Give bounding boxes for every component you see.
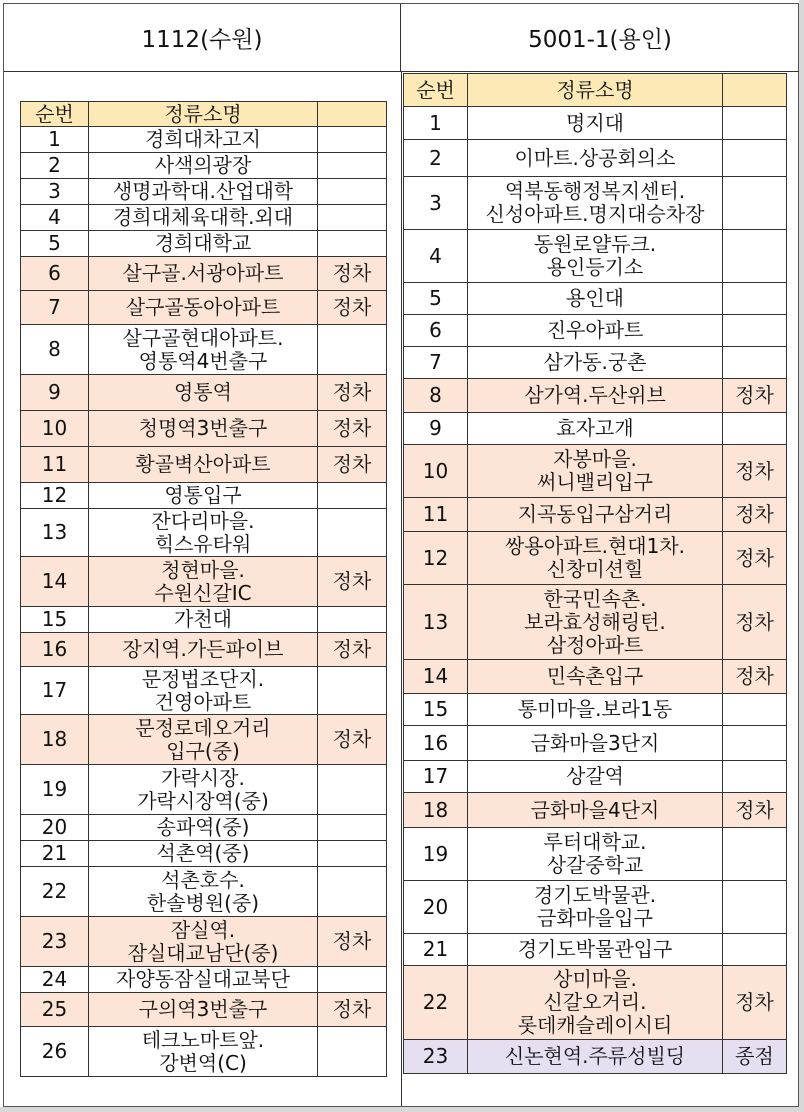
stop-name: 진우아파트 (468, 315, 723, 347)
stop-name: 석촌역(중) (89, 841, 318, 867)
stop-note: 정차 (318, 715, 387, 765)
header-note (723, 74, 787, 107)
stop-name: 금화마을4단지 (468, 793, 723, 828)
stop-number: 20 (21, 815, 89, 841)
stop-number: 3 (21, 179, 89, 205)
stop-note (318, 483, 387, 509)
stop-note (723, 726, 787, 761)
stop-number: 7 (404, 347, 468, 379)
stop-number: 18 (404, 793, 468, 828)
table-row (21, 841, 387, 867)
stop-name: 용인대 (468, 283, 723, 315)
stop-name: 효자고개 (468, 413, 723, 445)
stop-number: 19 (21, 765, 89, 815)
table-row (404, 347, 787, 379)
stop-number: 22 (21, 867, 89, 917)
stop-note: 정차 (723, 966, 787, 1040)
table-row (21, 483, 387, 509)
stop-number: 8 (21, 325, 89, 375)
stop-note (318, 325, 387, 375)
header-stop-name: 정류소명 (468, 74, 723, 107)
table-row (404, 283, 787, 315)
stop-note: 정차 (723, 379, 787, 413)
table-row (404, 177, 787, 230)
table-row (21, 411, 387, 447)
page-shadow-bottom (0, 1107, 804, 1112)
stop-name: 영통역 (89, 375, 318, 411)
stop-note (723, 934, 787, 966)
table-row (404, 726, 787, 761)
stop-note (723, 761, 787, 793)
stop-number: 23 (404, 1040, 468, 1074)
stop-note (318, 153, 387, 179)
stop-note: 정차 (723, 660, 787, 694)
stop-number: 20 (404, 881, 468, 934)
stop-table-left (20, 101, 387, 1077)
table-row (404, 761, 787, 793)
stop-name: 살구골현대아파트. 영통역4번출구 (89, 325, 318, 375)
stop-number: 10 (404, 445, 468, 498)
stop-number: 21 (21, 841, 89, 867)
stop-name: 구의역3번출구 (89, 993, 318, 1027)
table-row (404, 585, 787, 660)
stop-name: 민속촌입구 (468, 660, 723, 694)
stop-note (318, 179, 387, 205)
stop-number: 4 (21, 205, 89, 231)
stop-name: 잠실역. 잠실대교남단(중) (89, 917, 318, 967)
stop-number: 10 (21, 411, 89, 447)
stop-name: 자양동잠실대교북단 (89, 967, 318, 993)
stop-number: 25 (21, 993, 89, 1027)
stop-number: 1 (404, 107, 468, 140)
table-row (404, 828, 787, 881)
stop-name: 상갈역 (468, 761, 723, 793)
stop-name: 문정법조단지. 건영아파트 (89, 667, 318, 715)
stop-name: 경기도박물관입구 (468, 934, 723, 966)
stop-number: 13 (21, 509, 89, 557)
stop-note (318, 127, 387, 153)
stop-note (723, 347, 787, 379)
stop-name: 테크노마트앞. 강변역(C) (89, 1027, 318, 1077)
stop-note (723, 828, 787, 881)
header-no: 순번 (404, 74, 468, 107)
table-row (404, 498, 787, 532)
stop-note (318, 509, 387, 557)
table-row (21, 447, 387, 483)
stop-name: 통미마을.보라1동 (468, 694, 723, 726)
stop-number: 12 (21, 483, 89, 509)
table-row (21, 509, 387, 557)
table-row (21, 179, 387, 205)
stop-number: 3 (404, 177, 468, 230)
stop-note (318, 667, 387, 715)
table-row (404, 107, 787, 140)
table-row (21, 153, 387, 179)
stop-note: 정차 (723, 498, 787, 532)
stop-number: 5 (404, 283, 468, 315)
stop-name: 경희대체육대학.외대 (89, 205, 318, 231)
table-row (404, 230, 787, 283)
stop-note (723, 315, 787, 347)
stop-name: 가천대 (89, 607, 318, 633)
stop-number: 11 (404, 498, 468, 532)
stop-name: 잔다리마을. 힉스유타워 (89, 509, 318, 557)
stop-number: 2 (404, 140, 468, 177)
stop-note (318, 607, 387, 633)
stop-name: 경희대학교 (89, 231, 318, 257)
stop-note: 정차 (723, 445, 787, 498)
stop-name: 삼가동.궁촌 (468, 347, 723, 379)
stop-number: 9 (404, 413, 468, 445)
stop-name: 황골벽산아파트 (89, 447, 318, 483)
stop-name: 지곡동입구삼거리 (468, 498, 723, 532)
stop-note (723, 230, 787, 283)
table-row (21, 867, 387, 917)
table-row (21, 607, 387, 633)
stop-note: 정차 (318, 257, 387, 291)
header-no: 순번 (21, 102, 89, 127)
table-row (21, 557, 387, 607)
stop-note: 정차 (318, 411, 387, 447)
stop-name: 명지대 (468, 107, 723, 140)
table-row (21, 127, 387, 153)
stop-note (723, 177, 787, 230)
table-row (404, 445, 787, 498)
stop-note: 정차 (318, 375, 387, 411)
stop-number: 16 (21, 633, 89, 667)
table-row (21, 993, 387, 1027)
stop-number: 21 (404, 934, 468, 966)
stop-note (723, 413, 787, 445)
table-row (21, 375, 387, 411)
stop-name: 석촌호수. 한솔병원(중) (89, 867, 318, 917)
stop-name: 경기도박물관. 금화마을입구 (468, 881, 723, 934)
stop-name: 상미마을. 신갈오거리. 롯데캐슬레이시티 (468, 966, 723, 1040)
stop-name: 동원로얄듀크. 용인등기소 (468, 230, 723, 283)
table-row (21, 257, 387, 291)
stop-number: 17 (404, 761, 468, 793)
stop-number: 13 (404, 585, 468, 660)
stop-note: 정차 (318, 917, 387, 967)
route-title-left: 1112(수원) (4, 4, 401, 72)
stop-note (318, 1027, 387, 1077)
table-row (21, 815, 387, 841)
stop-number: 23 (21, 917, 89, 967)
stop-number: 22 (404, 966, 468, 1040)
stop-name: 역북동행정복지센터. 신성아파트.명지대승차장 (468, 177, 723, 230)
stop-name: 사색의광장 (89, 153, 318, 179)
stop-number: 14 (21, 557, 89, 607)
table-row (404, 934, 787, 966)
table-row (404, 1040, 787, 1074)
stop-number: 15 (21, 607, 89, 633)
table-row (404, 694, 787, 726)
stop-name: 장지역.가든파이브 (89, 633, 318, 667)
stop-name: 살구골동아아파트 (89, 291, 318, 325)
header-note (318, 102, 387, 127)
stop-name: 가락시장. 가락시장역(중) (89, 765, 318, 815)
stop-note (723, 881, 787, 934)
table-row (404, 413, 787, 445)
stop-name: 경희대차고지 (89, 127, 318, 153)
stop-note (723, 694, 787, 726)
table-row (21, 205, 387, 231)
stop-number: 2 (21, 153, 89, 179)
stop-note (723, 107, 787, 140)
table-row (404, 660, 787, 694)
table-row (21, 917, 387, 967)
stop-note: 정차 (318, 447, 387, 483)
stop-name: 삼가역.두산위브 (468, 379, 723, 413)
table-row (404, 793, 787, 828)
stop-number: 19 (404, 828, 468, 881)
stop-number: 26 (21, 1027, 89, 1077)
header-stop-name: 정류소명 (89, 102, 318, 127)
stop-name: 루터대학교. 상갈중학교 (468, 828, 723, 881)
table-row (404, 315, 787, 347)
stop-number: 17 (21, 667, 89, 715)
stop-name: 금화마을3단지 (468, 726, 723, 761)
stop-note (723, 283, 787, 315)
stop-number: 7 (21, 291, 89, 325)
stop-note (318, 967, 387, 993)
stop-number: 4 (404, 230, 468, 283)
stop-table-right (403, 73, 787, 1074)
stop-note (318, 205, 387, 231)
stop-note: 정차 (723, 793, 787, 828)
stop-note (318, 867, 387, 917)
table-row (404, 881, 787, 934)
stop-number: 6 (404, 315, 468, 347)
table-row (21, 325, 387, 375)
stop-name: 청명역3번출구 (89, 411, 318, 447)
stop-number: 12 (404, 532, 468, 585)
stop-note: 정차 (318, 633, 387, 667)
stop-number: 14 (404, 660, 468, 694)
table-row (21, 231, 387, 257)
stop-note (723, 140, 787, 177)
stop-name: 문정로데오거리 입구(중) (89, 715, 318, 765)
stop-number: 9 (21, 375, 89, 411)
stop-number: 6 (21, 257, 89, 291)
stop-name: 이마트.상공회의소 (468, 140, 723, 177)
table-row (404, 532, 787, 585)
table-row (21, 633, 387, 667)
stop-number: 1 (21, 127, 89, 153)
table-row (404, 966, 787, 1040)
route-title-right: 5001-1(용인) (401, 4, 799, 72)
stop-name: 송파역(중) (89, 815, 318, 841)
table-row (21, 1027, 387, 1077)
stop-name: 살구골.서광아파트 (89, 257, 318, 291)
stop-note: 종점 (723, 1040, 787, 1074)
stop-note: 정차 (318, 557, 387, 607)
stop-note: 정차 (723, 585, 787, 660)
stop-number: 16 (404, 726, 468, 761)
table-row (21, 967, 387, 993)
stop-note (318, 815, 387, 841)
table-row (404, 379, 787, 413)
stop-note (318, 841, 387, 867)
stop-name: 신논현역.주류성빌딩 (468, 1040, 723, 1074)
stop-name: 자봉마을. 써니밸리입구 (468, 445, 723, 498)
stop-name: 청현마을. 수원신갈IC (89, 557, 318, 607)
stop-number: 8 (404, 379, 468, 413)
table-row (21, 765, 387, 815)
stop-note (318, 231, 387, 257)
stop-number: 24 (21, 967, 89, 993)
column-divider (401, 72, 402, 1106)
stop-name: 쌍용아파트.현대1차. 신창미션힐 (468, 532, 723, 585)
stop-note (318, 765, 387, 815)
stop-number: 18 (21, 715, 89, 765)
stop-name: 생명과학대.산업대학 (89, 179, 318, 205)
stop-number: 15 (404, 694, 468, 726)
table-row (21, 667, 387, 715)
page-shadow-right (799, 0, 804, 1112)
stop-note: 정차 (318, 993, 387, 1027)
table-row (21, 291, 387, 325)
stop-name: 영통입구 (89, 483, 318, 509)
stop-note: 정차 (723, 532, 787, 585)
stop-number: 5 (21, 231, 89, 257)
table-row (21, 715, 387, 765)
stop-number: 11 (21, 447, 89, 483)
stop-name: 한국민속촌. 보라효성해링턴. 삼정아파트 (468, 585, 723, 660)
stop-note: 정차 (318, 291, 387, 325)
table-row (404, 140, 787, 177)
